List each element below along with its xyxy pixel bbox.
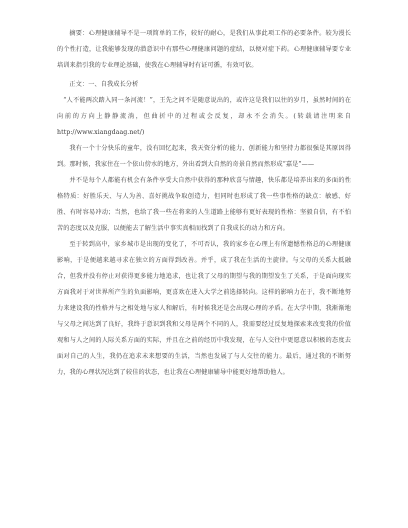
body-paragraph-1: 我有一个十分快乐的童年，没有回忆起来，我天资分析的能力、创新能力和坚持力都很强是其原因得到。那时候，我家住在一个依山傍水的地方，外出看到大自然的奇景自然而然形成“嘉是”—— (57, 145, 351, 168)
body-paragraph-3: 至于转到高中，家乡城市是出现的变化了，不可否认，我的家乡在心理上有所遗憾性格总的心理健康影响，于是便越来越寻求在独立的方面得到改善。并乎，成了我在生活的主旋律。与父母的关系大抵融合，但我并没有停止对获得更多能力地追求，也让我了父母的期望与我的期望发生了关系，于是面向现实方面我对于对世界所产生的负面影响，更喜欢在进入大学之前选择转向。这样的影响力在于，我不断地努力来建设我的性格并与之相处地与家人和解后，有时候我还是会出现心理的矛盾。在大学中期，我渐渐地与父母之间达到了良好，我终于意识到我和父母是两个不同的人，我需要经过反复地探索来改变我的价值观和与人之间的人际关系方面的实际，并且在之前的经历中我发现，在与人交往中更愿意以积极的态度去面对自己的人生，我仍在追求未来想要的生活，当然也发展了与人交往的能力。最后，通过我的不断努力，我的心理状况达到了较佳的状态，也让我在心理健康辅导中能更好地帮助他人。 (57, 241, 351, 376)
abstract-paragraph: 摘要：心理健康辅导不是一项简单的工作，较好的耐心，是我们从事此项工作的必要条件。较为漫长的个性打造，让我能够发现的潜意识中有那些心理健康问题的症结，以便对症下药。心理健康辅导要专业培训来指引我的专业理论基础，使我在心理辅导时有证可循，有效可依。 (57, 30, 351, 69)
section-heading: 正文：一、自我成长分析 (69, 81, 139, 88)
quote-paragraph: “人不能两次踏入同一条河流！”，王先之问不是随意说出的，或许这是我们以往的岁月，虽然时间的在向前的方向上静静流淌，但曲折中的过程或会反复，却永不会消失。(转载请注明来自 http://www.xiangdaag.net/) (57, 97, 351, 136)
body-paragraph-2: 并不是每个人都能有机会有条件享受大自然中获得的那种欣喜与情趣，快乐都是培养出来的多面的性格特质：好胜乐天、与人为善、喜好挑战争取创造力，但同时也形成了我一些事性格的缺点：敏感、好胜、有时容易冲动；当然，也给了我一些在将来的人生道路上能够有更好表现的性格：坚毅自信，有不怕苦的态度以及克服，以便能去了解生活中事实真相而找到了自我成长的动力和方向。 (57, 177, 351, 232)
